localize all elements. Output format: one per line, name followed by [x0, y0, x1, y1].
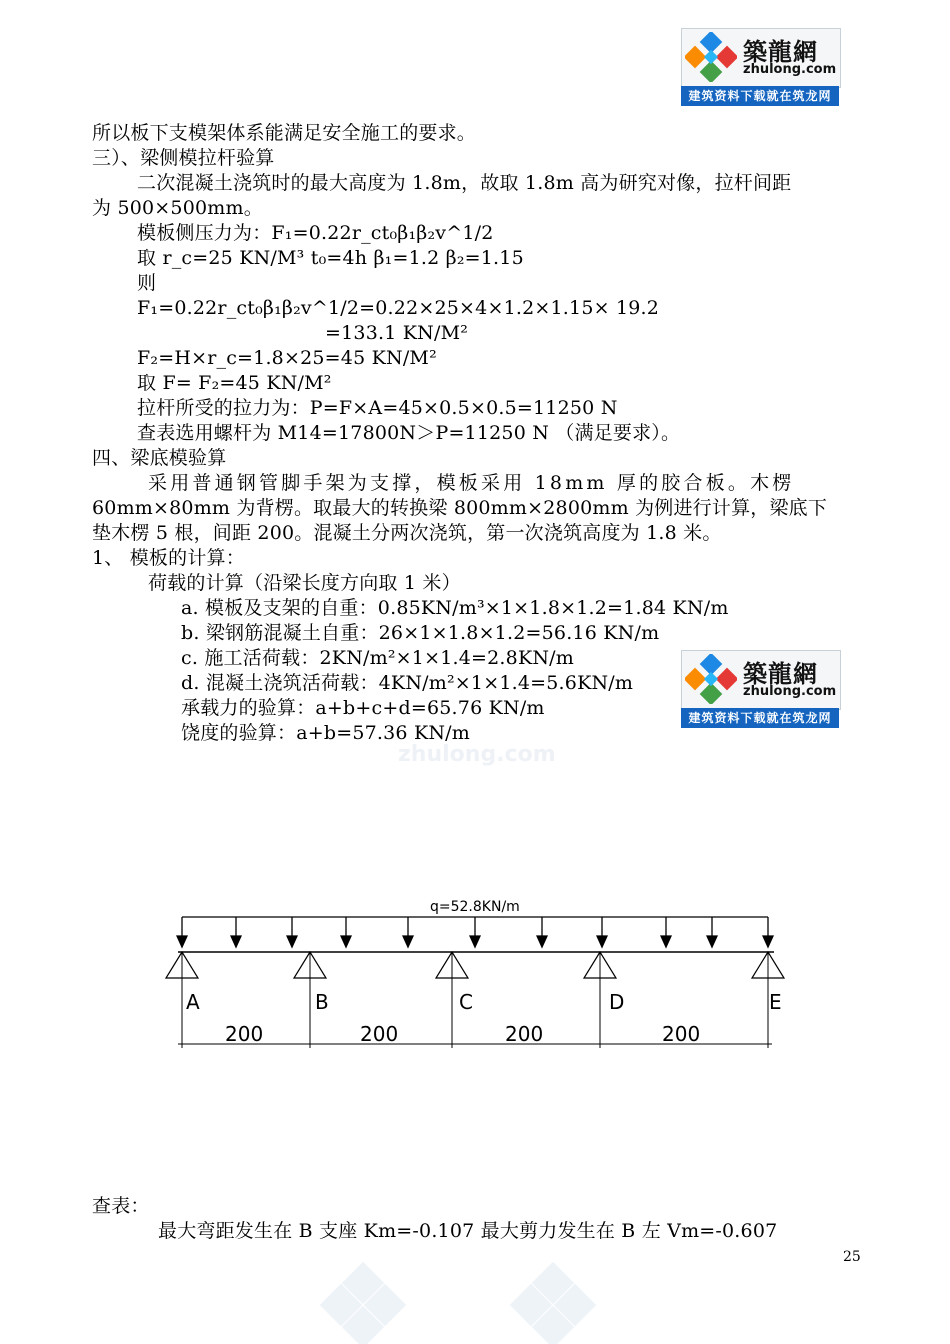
logo-slogan: 建筑资料下载就在筑龙网: [681, 708, 839, 728]
load-item-b: b. 梁钢筋混凝土自重：26×1×1.8×1.2=56.16 KN/m: [181, 622, 660, 644]
text-line: 荷载的计算（沿梁长度方向取 1 米）: [148, 572, 461, 594]
formula-line: =133.1 KN/M²: [325, 322, 469, 344]
load-item-c: c. 施工活荷载：2KN/m²×1×1.4=2.8KN/m: [181, 647, 574, 669]
load-arrows: [177, 917, 773, 947]
support-label-d: D: [609, 990, 625, 1014]
watermark-emblem-icon: [318, 1262, 638, 1344]
span-label: 200: [505, 1022, 544, 1046]
text-line: 为 500×500mm。: [92, 197, 263, 219]
span-label: 200: [360, 1022, 399, 1046]
zhulong-emblem-icon: [685, 654, 737, 704]
text-line: 采用普通钢管脚手架为支撑，模板采用 18mm 厚的胶合板。木楞: [148, 472, 795, 494]
span-label: 200: [662, 1022, 701, 1046]
logo-name-cn: 築龍網: [743, 659, 818, 688]
logo-slogan: 建筑资料下载就在筑龙网: [681, 86, 839, 106]
text-line: 最大弯距发生在 B 支座 Km=-0.107 最大剪力发生在 B 左 Vm=-0.607: [158, 1220, 778, 1242]
text-line: 60mm×80mm 为背楞。取最大的转换梁 800mm×2800mm 为例进行计算，梁底下: [92, 497, 828, 519]
section-heading: 四、梁底模验算: [92, 447, 227, 469]
text-line: 二次混凝土浇筑时的最大高度为 1.8m，故取 1.8m 高为研究对像，拉杆间距: [137, 172, 792, 194]
text-line: 垫木楞 5 根，间距 200。混凝土分两次浇筑，第一次浇筑高度为 1.8 米。: [92, 522, 722, 544]
load-item-a: a. 模板及支架的自重：0.85KN/m³×1×1.8×1.2=1.84 KN/m: [181, 597, 729, 619]
logo-domain: zhulong.com: [743, 684, 837, 699]
page-number: 25: [843, 1249, 861, 1265]
formula-line: 模板侧压力为：F₁=0.22r_ct₀β₁β₂v^1/2: [137, 222, 494, 244]
zhulong-logo-top: [681, 28, 839, 106]
support-label-a: A: [186, 990, 200, 1014]
formula-line: 取 F= F₂=45 KN/M²: [137, 372, 332, 394]
logo-domain: zhulong.com: [743, 62, 837, 77]
text-line: 承载力的验算：a+b+c+d=65.76 KN/m: [181, 697, 545, 719]
zhulong-logo-mid: [681, 650, 839, 728]
text-line: 所以板下支模架体系能满足安全施工的要求。: [92, 122, 477, 144]
text-line: 查表：: [92, 1195, 150, 1217]
text-line: 拉杆所受的拉力为：P=F×A=45×0.5×0.5=11250 N: [137, 397, 618, 419]
formula-line: F₂=H×r_c=1.8×25=45 KN/M²: [137, 347, 437, 369]
text-line: 则: [137, 272, 157, 294]
text-line: 查表选用螺杆为 M14=17800N＞P=11250 N （满足要求）。: [137, 422, 681, 444]
support-triangles: [166, 952, 784, 978]
formula-line: 取 r_c=25 KN/M³ t₀=4h β₁=1.2 β₂=1.15: [137, 247, 524, 269]
support-label-b: B: [315, 990, 329, 1014]
load-item-d: d. 混凝土浇筑活荷载：4KN/m²×1×1.4=5.6KN/m: [181, 672, 634, 694]
support-label-e: E: [769, 990, 782, 1014]
beam-diagram: [150, 890, 810, 1060]
text-line: 饶度的验算：a+b=57.36 KN/m: [181, 722, 471, 744]
section-heading: 三）、梁侧模拉杆验算: [92, 147, 275, 169]
logo-name-cn: 築龍網: [743, 37, 818, 66]
watermark: zhulong.com: [398, 742, 556, 767]
zhulong-emblem-icon: [685, 32, 737, 82]
formula-line: F₁=0.22r_ct₀β₁β₂v^1/2=0.22×25×4×1.2×1.15× 19.2: [137, 297, 660, 319]
support-label-c: C: [459, 990, 473, 1014]
span-label: 200: [225, 1022, 264, 1046]
load-label: q=52.8KN/m: [430, 899, 520, 915]
subsection-heading: 1、 模板的计算：: [92, 547, 245, 569]
